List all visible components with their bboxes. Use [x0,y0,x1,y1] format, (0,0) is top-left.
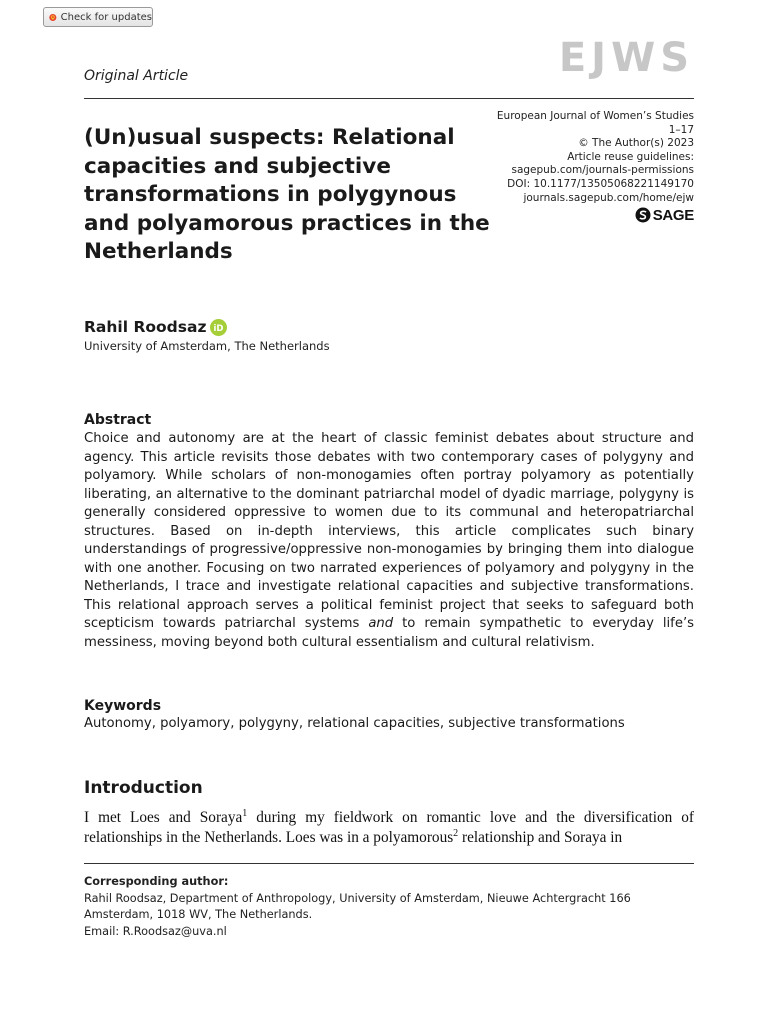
journal-metadata [470,110,694,205]
author [84,318,227,336]
abstract-text-emphasis: and [368,616,394,631]
keywords-heading: Keywords [84,698,162,714]
check-for-updates-label: Check for updates [60,11,152,23]
abstract-text-part1: Choice and autonomy are at the heart of classic feminist debates about structure and agency. This article revisits those debates with two contemporary cases of polygyny and polyamory. While scholars of non-monogamies often portray polyamory as potentially liberating, an alternative to the dominant patriarchal model of dyadic marriage, polygyny is generally considered oppressive to women due to its communal and heteropatriarchal structures. Based on in-depth interviews, this article complicates such binary understandings of progressive/oppressive non-monogamies by bringing them into dialogue with one another. Focusing on two narrated experiences of polyamory and polygyny in the Netherlands, I trace and investigate relational capacities and subjective transformations. This relational approach serves a political feminist project that seeks to safeguard both scepticism towards patriarchal systems [84,431,694,631]
article-title: (Un)usual suspects: Relational capacities and subjective transformations in polygynous and polyamorous practices in the Netherlands [84,125,490,264]
corresponding-author-email[interactable]: Email: R.Roodsaz@uva.nl [84,924,227,938]
footnote-rule [84,863,694,864]
check-updates-icon [49,11,57,24]
article-type: Original Article [84,68,189,84]
author-name: Rahil Roodsaz [84,318,207,336]
corresponding-author-heading: Corresponding author: [84,875,229,888]
check-for-updates-button[interactable] [43,7,153,27]
abstract-heading: Abstract [84,412,152,428]
corresponding-author-address-line2: Amsterdam, 1018 WV, The Netherlands. [84,908,313,921]
orcid-label: iD [213,323,223,334]
introduction-text [84,808,694,847]
reuse-guidelines-link[interactable]: sagepub.com/journals-permissions [511,164,694,177]
keywords-list: Autonomy, polyamory, polygyny, relational capacities, subjective transformations [84,716,625,731]
corresponding-author [84,874,694,940]
orcid-icon[interactable] [210,319,227,336]
header-rule [84,98,694,99]
intro-text-part2: during my fieldwork on romantic love and the diversification of relationships in the Netherlands. Loes was in a polyamorous [84,809,694,846]
page-range: 1–17 [668,123,694,136]
footnote-ref-2[interactable]: 2 [453,827,459,839]
copyright: © The Author(s) 2023 [578,137,694,150]
intro-text-part1: I met Loes and Soraya [84,809,243,826]
footnote-ref-1[interactable]: 1 [242,807,248,819]
abstract-text [84,430,694,652]
abstract-text-part2: to remain sympathetic to everyday life’s messiness, moving beyond both cultural essentialism and cultural relativism. [84,616,695,650]
journal-url-link[interactable]: journals.sagepub.com/home/ejw [523,191,694,204]
author-affiliation: University of Amsterdam, The Netherlands [84,339,330,353]
intro-text-part3: relationship and Soraya in [458,828,623,846]
journal-name: European Journal of Women’s Studies [496,110,694,122]
corresponding-author-address-line1: Rahil Roodsaz, Department of Anthropology, University of Amsterdam, Nieuwe Achtergracht 166 [84,891,631,905]
reuse-guidelines-label: Article reuse guidelines: [567,150,694,163]
sage-logo-icon [635,207,651,223]
journal-logo: EJWS [558,35,694,81]
publisher-logo [610,205,694,225]
publisher-name: SAGE [652,206,694,224]
introduction-heading: Introduction [84,778,203,798]
doi-link[interactable]: DOI: 10.1177/13505068221149170 [507,177,694,190]
